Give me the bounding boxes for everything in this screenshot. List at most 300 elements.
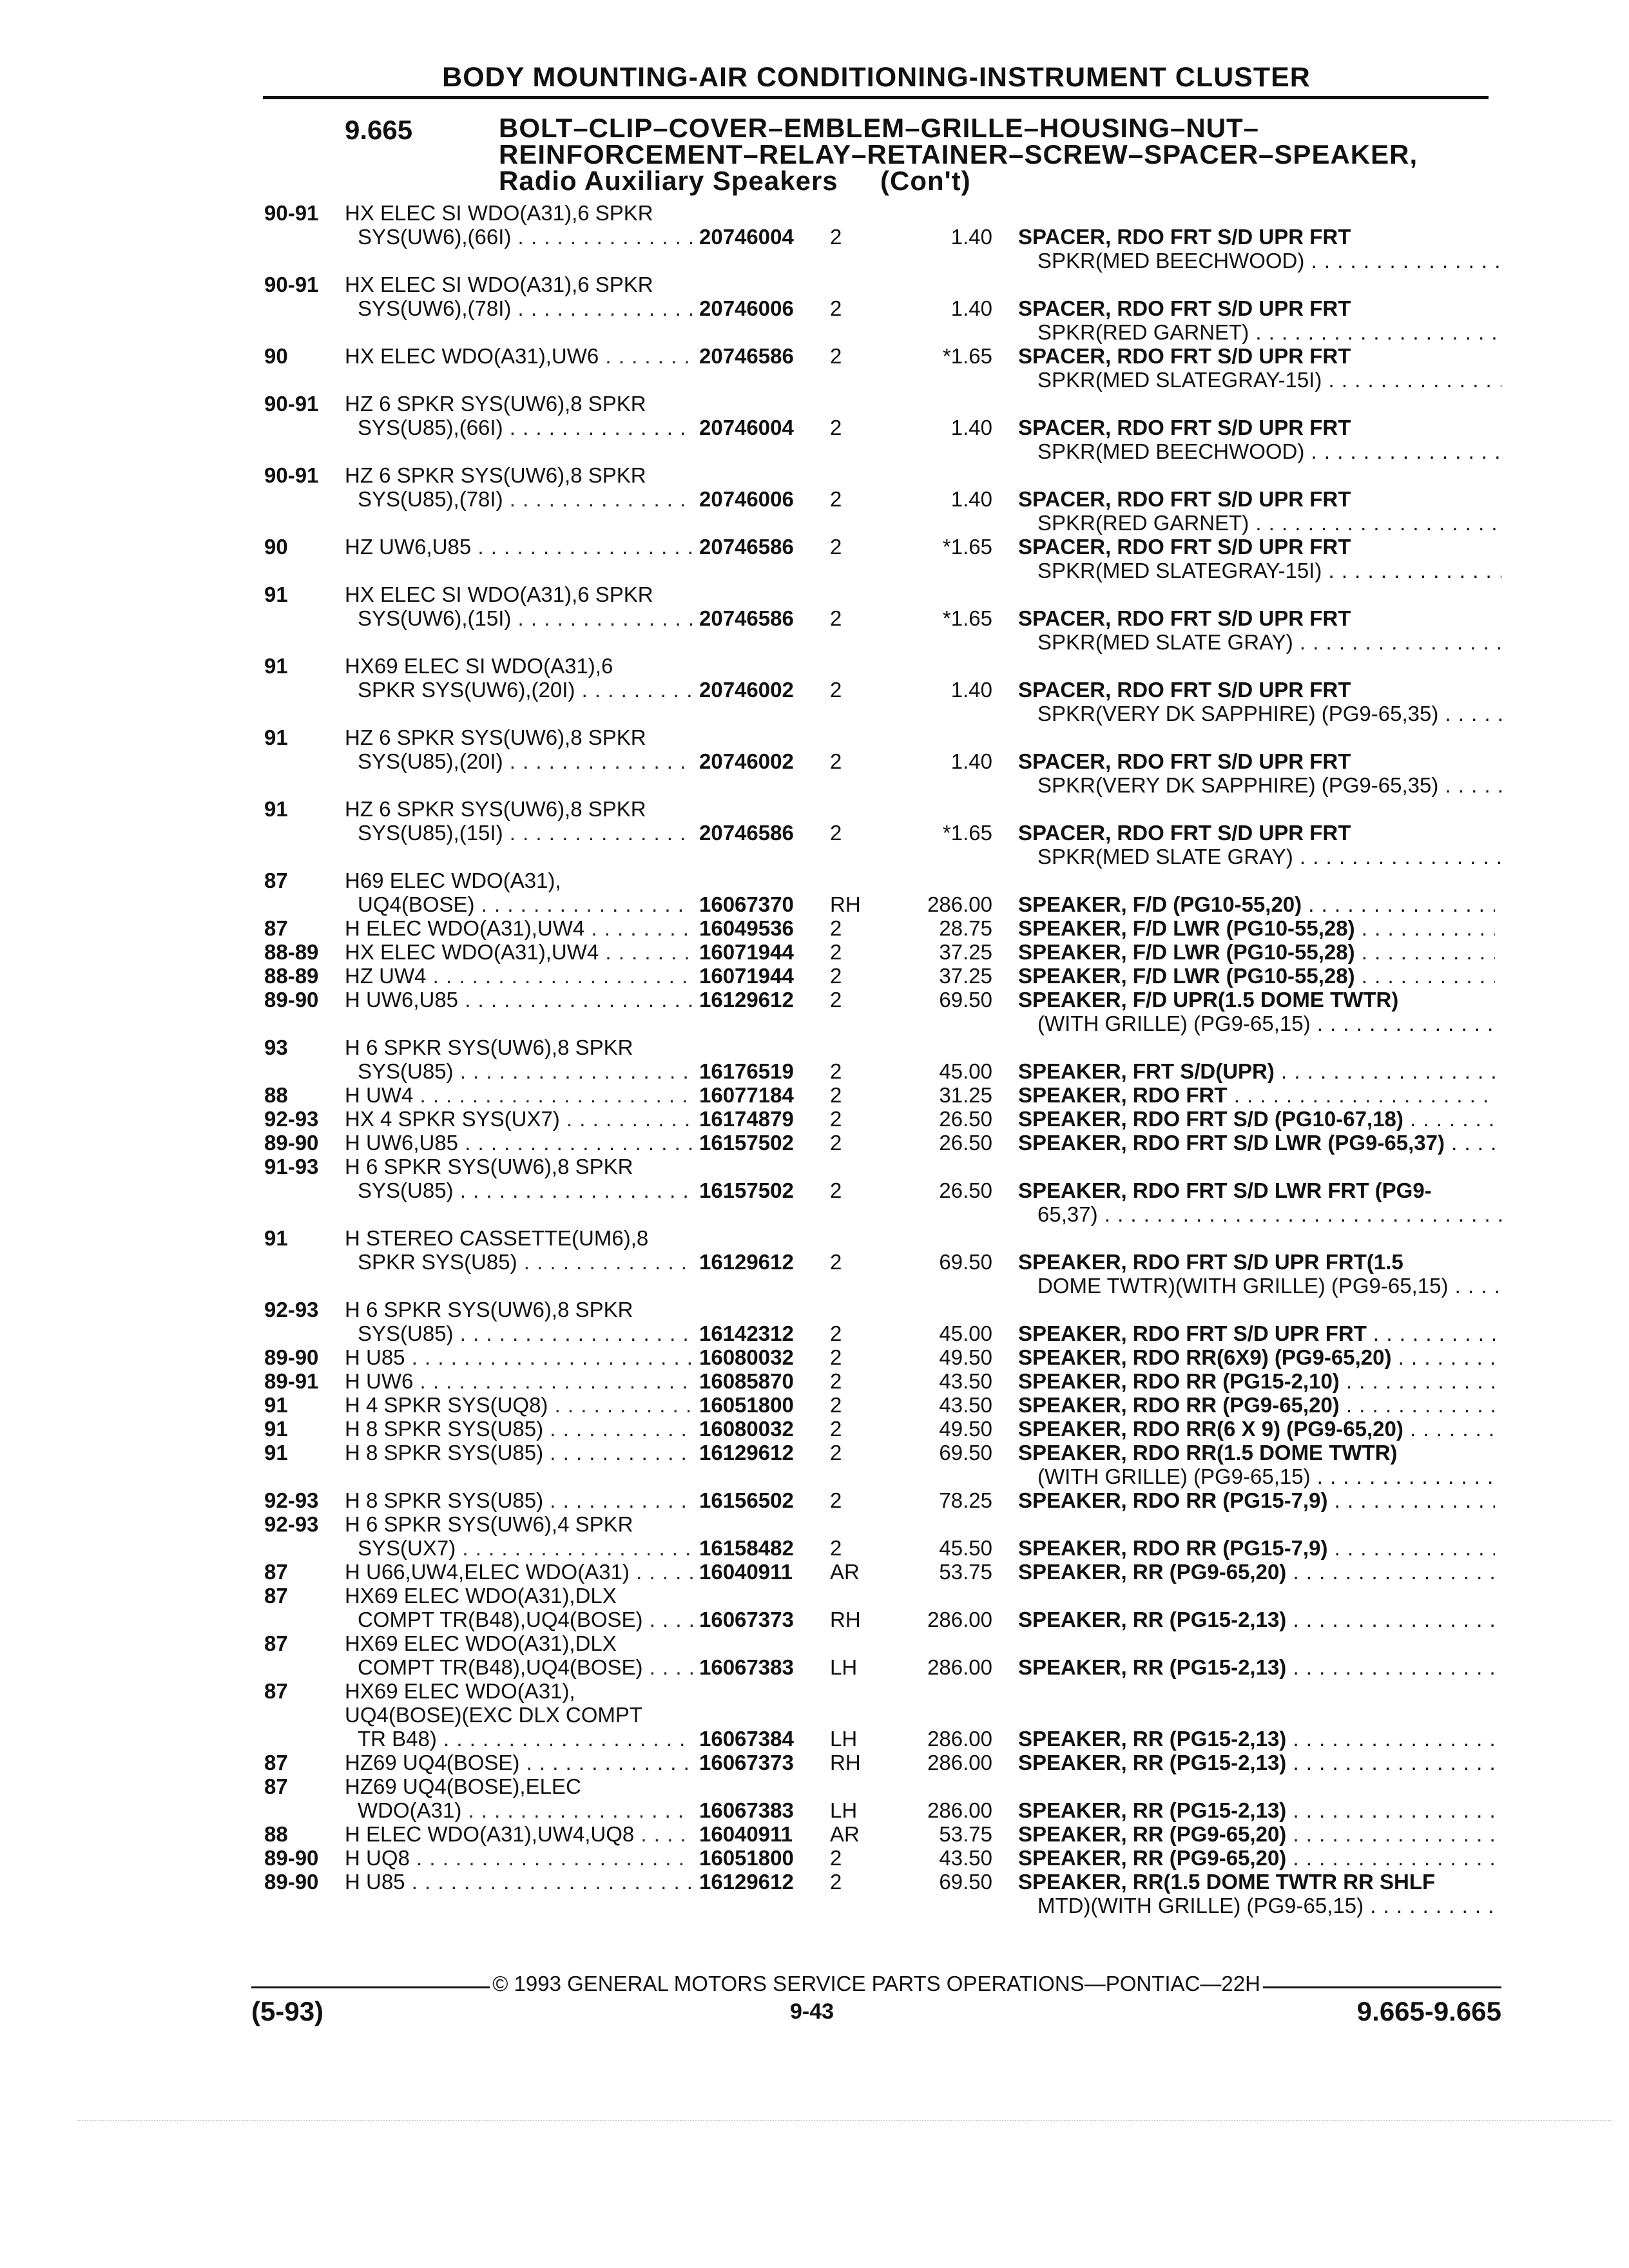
entry-description: HZ69 UQ4(BOSE),ELEC bbox=[345, 1774, 581, 1798]
entry-part-name bbox=[1018, 1655, 1495, 1679]
entry-quantity: 2 bbox=[830, 225, 842, 249]
entry-part-name bbox=[1018, 1059, 1495, 1083]
entry-part-name bbox=[1018, 1321, 1495, 1345]
entry-part-name-line-2: SPKR(MED SLATEGRAY-15I) . . . bbox=[1018, 559, 1501, 582]
entry-part-number: 20746586 bbox=[699, 344, 794, 368]
entry-description: HX ELEC WDO(A31),UW4 . . . bbox=[345, 940, 693, 964]
entry-years: 92-93 bbox=[264, 1298, 319, 1321]
entry-part-number: 16051800 bbox=[699, 1393, 794, 1417]
entry-part-name bbox=[1018, 1083, 1495, 1107]
section-title bbox=[499, 115, 1504, 194]
entry-part-name-line-1: SPEAKER, RR (PG9-65,20) . . . bbox=[1018, 1560, 1495, 1584]
entry-part-name-line-1: SPEAKER, RDO FRT S/D (PG10-67,18) . . . bbox=[1018, 1107, 1495, 1131]
entry-part-name-line-2: SPKR(RED GARNET) . . . bbox=[1018, 511, 1501, 535]
entry-part-number: 16157502 bbox=[699, 1178, 794, 1202]
section-title-line-2: REINFORCEMENT–RELAY–RETAINER–SCREW–SPACER–SPEAKER, bbox=[499, 139, 1418, 169]
entry-quantity: AR bbox=[830, 1822, 860, 1846]
entry-quantity: 2 bbox=[830, 416, 842, 439]
entry-price: 69.50 bbox=[939, 1870, 992, 1894]
entry-description-cont: SPKR SYS(U85) . . . bbox=[358, 1250, 693, 1274]
entry-description-cont: TR B48) . . . bbox=[358, 1727, 693, 1751]
entry-quantity: 2 bbox=[830, 487, 842, 511]
entry-part-name bbox=[1018, 678, 1495, 726]
entry-part-name-line-1: SPACER, RDO FRT S/D UPR FRT bbox=[1018, 821, 1351, 845]
entry-part-number: 16077184 bbox=[699, 1083, 794, 1107]
entry-part-name-line-1: SPEAKER, RR (PG15-2,13) . . . bbox=[1018, 1727, 1495, 1751]
entry-quantity: 2 bbox=[830, 1178, 842, 1202]
entry-years: 90 bbox=[264, 344, 288, 368]
entry-price: 1.40 bbox=[950, 296, 992, 320]
entry-description-cont: SYS(UX7) . . . bbox=[358, 1536, 693, 1560]
entry-description: HX 4 SPKR SYS(UX7) . . . bbox=[345, 1107, 693, 1131]
entry-part-name-line-1: SPEAKER, RDO RR (PG9-65,20) . . . bbox=[1018, 1393, 1495, 1417]
entry-part-name-line-1: SPEAKER, RDO FRT S/D LWR FRT (PG9- bbox=[1018, 1178, 1432, 1202]
entry-part-name bbox=[1018, 1870, 1495, 1917]
entry-price: 78.25 bbox=[939, 1488, 992, 1512]
entry-price: 53.75 bbox=[939, 1560, 992, 1584]
entry-part-name-line-2: (WITH GRILLE) (PG9-65,15) . . . bbox=[1018, 1465, 1501, 1488]
entry-description: H 8 SPKR SYS(U85) . . . bbox=[345, 1417, 693, 1441]
entry-quantity: 2 bbox=[830, 1083, 842, 1107]
entry-years: 91 bbox=[264, 1441, 288, 1465]
entry-description-cont: SYS(U85),(78I) . . . bbox=[358, 487, 693, 511]
entry-part-name bbox=[1018, 1417, 1495, 1441]
entry-part-name-line-2: SPKR(MED SLATE GRAY) . . . bbox=[1018, 630, 1501, 654]
entry-description: HX69 ELEC WDO(A31), UQ4(BOSE)(EXC DLX COMPT bbox=[345, 1679, 643, 1727]
entry-part-number: 20746004 bbox=[699, 416, 794, 439]
entry-price: 37.25 bbox=[939, 964, 992, 988]
entry-part-name bbox=[1018, 892, 1495, 916]
entry-years: 89-91 bbox=[264, 1369, 319, 1393]
entry-description: H ELEC WDO(A31),UW4 . . . bbox=[345, 916, 693, 940]
entry-description-cont: SPKR SYS(UW6),(20I) . . . bbox=[358, 678, 693, 702]
entry-description: HZ 6 SPKR SYS(UW6),8 SPKR bbox=[345, 797, 646, 821]
entry-quantity: 2 bbox=[830, 1131, 842, 1155]
entry-part-name-line-2: SPKR(RED GARNET) . . . bbox=[1018, 320, 1501, 344]
entry-part-name-line-1: SPEAKER, RDO RR(6X9) (PG9-65,20) . . . bbox=[1018, 1345, 1495, 1369]
entry-quantity: 2 bbox=[830, 1846, 842, 1870]
entry-price: 45.50 bbox=[939, 1536, 992, 1560]
entry-part-number: 16071944 bbox=[699, 964, 794, 988]
entry-description: H UW4 . . . bbox=[345, 1083, 693, 1107]
entry-quantity: 2 bbox=[830, 1393, 842, 1417]
entry-description: H UW6 . . . bbox=[345, 1369, 693, 1393]
entry-years: 87 bbox=[264, 916, 288, 940]
entry-description: H UQ8 . . . bbox=[345, 1846, 693, 1870]
entry-description: HZ69 UQ4(BOSE) . . . bbox=[345, 1751, 693, 1774]
footer-section-range: 9.665-9.665 bbox=[1356, 1996, 1501, 2026]
entry-part-name-line-2: SPKR(MED BEECHWOOD) . . . bbox=[1018, 249, 1501, 273]
entry-price: 69.50 bbox=[939, 1250, 992, 1274]
entry-part-name-line-1: SPEAKER, F/D UPR(1.5 DOME TWTR) bbox=[1018, 988, 1399, 1012]
entry-price: 53.75 bbox=[939, 1822, 992, 1846]
entry-quantity: 2 bbox=[830, 1870, 842, 1894]
entry-description-cont: WDO(A31) . . . bbox=[358, 1798, 693, 1822]
entry-part-number: 16040911 bbox=[699, 1560, 793, 1584]
entry-price: *1.65 bbox=[942, 821, 992, 845]
entry-years: 88 bbox=[264, 1083, 288, 1107]
entry-description: HZ UW6,U85 . . . bbox=[345, 535, 693, 559]
entry-description: HZ 6 SPKR SYS(UW6),8 SPKR bbox=[345, 463, 646, 487]
entry-quantity: 2 bbox=[830, 1321, 842, 1345]
entry-description: H U85 . . . bbox=[345, 1345, 693, 1369]
entry-part-name-line-1: SPACER, RDO FRT S/D UPR FRT bbox=[1018, 678, 1351, 702]
entry-description-cont: SYS(U85) . . . bbox=[358, 1178, 693, 1202]
entry-part-name-line-1: SPEAKER, FRT S/D(UPR) . . . bbox=[1018, 1059, 1495, 1083]
entry-price: 286.00 bbox=[927, 1798, 992, 1822]
entry-part-name bbox=[1018, 916, 1495, 940]
entry-description: HZ 6 SPKR SYS(UW6),8 SPKR bbox=[345, 726, 646, 749]
entry-description-cont: COMPT TR(B48),UQ4(BOSE) . . . bbox=[358, 1655, 693, 1679]
entry-part-name-line-1: SPEAKER, RR(1.5 DOME TWTR RR SHLF bbox=[1018, 1870, 1436, 1894]
entry-quantity: LH bbox=[830, 1798, 858, 1822]
entry-part-name-line-2: 65,37) . . . bbox=[1018, 1202, 1501, 1226]
entry-description: HX69 ELEC SI WDO(A31),6 bbox=[345, 654, 613, 678]
entry-quantity: LH bbox=[830, 1655, 858, 1679]
entry-part-number: 16156502 bbox=[699, 1488, 794, 1512]
entry-part-number: 16080032 bbox=[699, 1417, 794, 1441]
entry-price: 49.50 bbox=[939, 1417, 992, 1441]
header-rule bbox=[263, 96, 1489, 99]
entry-price: 286.00 bbox=[927, 1608, 992, 1631]
entry-part-name-line-1: SPACER, RDO FRT S/D UPR FRT bbox=[1018, 416, 1351, 439]
entry-part-name-line-1: SPEAKER, RDO FRT . . . bbox=[1018, 1083, 1495, 1107]
entry-years: 89-90 bbox=[264, 1870, 319, 1894]
entry-part-number: 20746586 bbox=[699, 535, 794, 559]
entry-part-name-line-1: SPACER, RDO FRT S/D UPR FRT bbox=[1018, 487, 1351, 511]
entry-price: 31.25 bbox=[939, 1083, 992, 1107]
entry-price: 43.50 bbox=[939, 1393, 992, 1417]
entry-part-name bbox=[1018, 344, 1495, 392]
entry-description: HX ELEC SI WDO(A31),6 SPKR bbox=[345, 201, 653, 225]
entry-part-number: 20746002 bbox=[699, 749, 794, 773]
entry-years: 91 bbox=[264, 726, 288, 749]
entry-description: H 6 SPKR SYS(UW6),8 SPKR bbox=[345, 1035, 633, 1059]
entry-description-cont: SYS(U85),(20I) . . . bbox=[358, 749, 693, 773]
entry-quantity: 2 bbox=[830, 940, 842, 964]
entry-years: 88-89 bbox=[264, 964, 319, 988]
entry-part-number: 16085870 bbox=[699, 1369, 794, 1393]
entry-price: 286.00 bbox=[927, 892, 992, 916]
entry-price: 286.00 bbox=[927, 1727, 992, 1751]
entry-quantity: 2 bbox=[830, 1250, 842, 1274]
entry-description: H U66,UW4,ELEC WDO(A31) . . . bbox=[345, 1560, 693, 1584]
entry-years: 91 bbox=[264, 1393, 288, 1417]
entry-part-number: 16067383 bbox=[699, 1798, 794, 1822]
entry-part-name-line-1: SPEAKER, RR (PG15-2,13) . . . bbox=[1018, 1608, 1495, 1631]
entry-description: HX ELEC WDO(A31),UW6 . . . bbox=[345, 344, 693, 368]
entry-description: H 6 SPKR SYS(UW6),4 SPKR bbox=[345, 1512, 633, 1536]
entry-quantity: 2 bbox=[830, 1345, 842, 1369]
entry-part-number: 16051800 bbox=[699, 1846, 794, 1870]
entry-part-number: 20746586 bbox=[699, 606, 794, 630]
entry-years: 92-93 bbox=[264, 1107, 319, 1131]
entry-quantity: AR bbox=[830, 1560, 860, 1584]
entry-part-name-line-1: SPACER, RDO FRT S/D UPR FRT bbox=[1018, 344, 1351, 368]
entry-price: *1.65 bbox=[942, 344, 992, 368]
entry-years: 90-91 bbox=[264, 463, 319, 487]
entry-years: 89-90 bbox=[264, 1846, 319, 1870]
entry-part-name-line-2: SPKR(VERY DK SAPPHIRE) (PG9-65,35) . . . bbox=[1018, 702, 1501, 726]
entry-description: H 6 SPKR SYS(UW6),8 SPKR bbox=[345, 1298, 633, 1321]
entry-years: 87 bbox=[264, 1584, 288, 1608]
entry-part-name-line-1: SPEAKER, F/D LWR (PG10-55,28) . . . bbox=[1018, 964, 1495, 988]
entry-price: 1.40 bbox=[950, 416, 992, 439]
entry-part-number: 16080032 bbox=[699, 1345, 794, 1369]
entry-description: H ELEC WDO(A31),UW4,UQ8 . . . bbox=[345, 1822, 693, 1846]
entry-years: 89-90 bbox=[264, 1131, 319, 1155]
scan-artifact-line bbox=[77, 2120, 1611, 2122]
entry-price: 26.50 bbox=[939, 1178, 992, 1202]
entry-description: HZ 6 SPKR SYS(UW6),8 SPKR bbox=[345, 392, 646, 416]
entry-price: 69.50 bbox=[939, 988, 992, 1012]
entry-years: 90-91 bbox=[264, 201, 319, 225]
entry-quantity: 2 bbox=[830, 1107, 842, 1131]
entry-part-name bbox=[1018, 940, 1495, 964]
entry-part-name bbox=[1018, 988, 1495, 1035]
entry-part-name bbox=[1018, 487, 1495, 535]
entry-quantity: RH bbox=[830, 892, 861, 916]
entry-years: 89-90 bbox=[264, 988, 319, 1012]
entry-price: 43.50 bbox=[939, 1369, 992, 1393]
entry-years: 92-93 bbox=[264, 1512, 319, 1536]
entry-part-name bbox=[1018, 1178, 1495, 1226]
entry-part-name bbox=[1018, 1822, 1495, 1846]
entry-part-number: 16067370 bbox=[699, 892, 794, 916]
entry-part-name bbox=[1018, 606, 1495, 654]
entry-price: *1.65 bbox=[942, 606, 992, 630]
entry-years: 91 bbox=[264, 1226, 288, 1250]
entry-description: HX ELEC SI WDO(A31),6 SPKR bbox=[345, 273, 653, 296]
entry-part-name-line-2: SPKR(MED SLATE GRAY) . . . bbox=[1018, 845, 1501, 869]
entry-part-name bbox=[1018, 1369, 1495, 1393]
entry-part-name-line-1: SPEAKER, RDO RR (PG15-2,10) . . . bbox=[1018, 1369, 1495, 1393]
entry-years: 91-93 bbox=[264, 1155, 319, 1178]
entry-quantity: LH bbox=[830, 1727, 858, 1751]
entry-years: 87 bbox=[264, 1751, 288, 1774]
entry-part-name-line-1: SPEAKER, RDO RR (PG15-7,9) . . . bbox=[1018, 1536, 1495, 1560]
entry-part-name bbox=[1018, 1441, 1495, 1488]
entry-part-name-line-1: SPEAKER, RR (PG9-65,20) . . . bbox=[1018, 1846, 1495, 1870]
entry-years: 87 bbox=[264, 869, 288, 892]
entry-description: H 4 SPKR SYS(UQ8) . . . bbox=[345, 1393, 693, 1417]
entry-part-name bbox=[1018, 1488, 1495, 1512]
entry-quantity: 2 bbox=[830, 988, 842, 1012]
entry-part-name-line-1: SPEAKER, F/D (PG10-55,20) . . . bbox=[1018, 892, 1495, 916]
entry-part-name bbox=[1018, 1107, 1495, 1131]
entry-quantity: 2 bbox=[830, 1488, 842, 1512]
entry-years: 90 bbox=[264, 535, 288, 559]
entry-part-name-line-1: SPEAKER, RDO RR (PG15-7,9) . . . bbox=[1018, 1488, 1495, 1512]
entry-quantity: 2 bbox=[830, 344, 842, 368]
footer-page-number: 9-43 bbox=[789, 1999, 834, 2024]
entry-part-name-line-1: SPACER, RDO FRT S/D UPR FRT bbox=[1018, 606, 1351, 630]
entry-part-name-line-1: SPACER, RDO FRT S/D UPR FRT bbox=[1018, 749, 1351, 773]
entry-description-cont: SYS(UW6),(66I) . . . bbox=[358, 225, 693, 249]
entry-price: 45.00 bbox=[939, 1059, 992, 1083]
entry-part-number: 16176519 bbox=[699, 1059, 794, 1083]
entry-part-name-line-1: SPEAKER, RDO RR(6 X 9) (PG9-65,20) . . . bbox=[1018, 1417, 1495, 1441]
entry-quantity: 2 bbox=[830, 1059, 842, 1083]
entry-part-name bbox=[1018, 416, 1495, 463]
entry-description-cont: COMPT TR(B48),UQ4(BOSE) . . . bbox=[358, 1608, 693, 1631]
entry-price: 69.50 bbox=[939, 1441, 992, 1465]
entry-price: 26.50 bbox=[939, 1107, 992, 1131]
entry-years: 87 bbox=[264, 1679, 288, 1703]
entry-part-name bbox=[1018, 749, 1495, 797]
section-title-line-3 bbox=[499, 168, 1504, 194]
footer-rule-left bbox=[251, 1986, 490, 1988]
entry-part-number: 16129612 bbox=[699, 1870, 794, 1894]
entry-description: HZ UW4 . . . bbox=[345, 964, 693, 988]
entry-part-name-line-1: SPACER, RDO FRT S/D UPR FRT bbox=[1018, 296, 1351, 320]
entry-part-name bbox=[1018, 1727, 1495, 1751]
entry-quantity: 2 bbox=[830, 1417, 842, 1441]
entry-price: 37.25 bbox=[939, 940, 992, 964]
page-header-title: BODY MOUNTING-AIR CONDITIONING-INSTRUMENT CLUSTER bbox=[442, 62, 1311, 93]
entry-part-name bbox=[1018, 1393, 1495, 1417]
entry-quantity: 2 bbox=[830, 821, 842, 845]
entry-part-name bbox=[1018, 1798, 1495, 1822]
entry-part-name-line-2: SPKR(MED SLATEGRAY-15I) . . . bbox=[1018, 368, 1501, 392]
entry-part-name bbox=[1018, 1345, 1495, 1369]
entry-part-name bbox=[1018, 1560, 1495, 1584]
entry-quantity: 2 bbox=[830, 678, 842, 702]
entry-part-number: 16067384 bbox=[699, 1727, 794, 1751]
entry-price: 49.50 bbox=[939, 1345, 992, 1369]
entry-description-cont: SYS(UW6),(78I) . . . bbox=[358, 296, 693, 320]
entry-description: HX69 ELEC WDO(A31),DLX bbox=[345, 1584, 617, 1608]
entry-price: 286.00 bbox=[927, 1751, 992, 1774]
entry-description: H 8 SPKR SYS(U85) . . . bbox=[345, 1441, 693, 1465]
section-continued: (Con't) bbox=[880, 166, 971, 196]
entry-description-cont: SYS(U85),(15I) . . . bbox=[358, 821, 693, 845]
entry-part-number: 16157502 bbox=[699, 1131, 794, 1155]
entry-years: 91 bbox=[264, 797, 288, 821]
entry-part-number: 16129612 bbox=[699, 988, 794, 1012]
entry-years: 93 bbox=[264, 1035, 288, 1059]
entry-part-name-line-2: DOME TWTR)(WITH GRILLE) (PG9-65,15) . . . bbox=[1018, 1274, 1501, 1298]
entry-quantity: 2 bbox=[830, 606, 842, 630]
entry-price: 1.40 bbox=[950, 225, 992, 249]
entry-part-number: 16067373 bbox=[699, 1751, 794, 1774]
entry-quantity: RH bbox=[830, 1751, 861, 1774]
entry-part-name bbox=[1018, 296, 1495, 344]
entry-years: 91 bbox=[264, 654, 288, 678]
section-number: 9.665 bbox=[345, 115, 413, 145]
entry-quantity: 2 bbox=[830, 535, 842, 559]
entry-part-number: 20746006 bbox=[699, 487, 794, 511]
section-title-line-1: BOLT–CLIP–COVER–EMBLEM–GRILLE–HOUSING–NUT– bbox=[499, 113, 1260, 143]
entry-part-name bbox=[1018, 535, 1495, 582]
entry-part-name-line-2: SPKR(MED BEECHWOOD) . . . bbox=[1018, 439, 1501, 463]
entry-description: HX69 ELEC WDO(A31),DLX bbox=[345, 1631, 617, 1655]
entry-price: 1.40 bbox=[950, 678, 992, 702]
entry-part-name-line-1: SPEAKER, RR (PG15-2,13) . . . bbox=[1018, 1655, 1495, 1679]
entry-part-number: 20746006 bbox=[699, 296, 794, 320]
footer-rule-right bbox=[1263, 1986, 1501, 1988]
entry-part-name bbox=[1018, 1608, 1495, 1631]
footer-copyright: © 1993 GENERAL MOTORS SERVICE PARTS OPERATIONS—PONTIAC—22H bbox=[492, 1972, 1260, 1995]
entry-years: 88-89 bbox=[264, 940, 319, 964]
entry-part-name bbox=[1018, 225, 1495, 273]
entry-part-number: 16142312 bbox=[699, 1321, 794, 1345]
entry-quantity: 2 bbox=[830, 1441, 842, 1465]
entry-price: 1.40 bbox=[950, 487, 992, 511]
entry-years: 89-90 bbox=[264, 1345, 319, 1369]
entry-years: 91 bbox=[264, 582, 288, 606]
entry-part-name-line-2: (WITH GRILLE) (PG9-65,15) . . . bbox=[1018, 1012, 1501, 1035]
entry-description: H UW6,U85 . . . bbox=[345, 988, 693, 1012]
entry-part-name bbox=[1018, 1131, 1495, 1155]
entry-part-number: 16174879 bbox=[699, 1107, 794, 1131]
entry-years: 90-91 bbox=[264, 273, 319, 296]
entry-description: H69 ELEC WDO(A31), bbox=[345, 869, 561, 892]
entry-part-name-line-1: SPEAKER, RR (PG15-2,13) . . . bbox=[1018, 1798, 1495, 1822]
entry-description: H 6 SPKR SYS(UW6),8 SPKR bbox=[345, 1155, 633, 1178]
entry-part-name-line-1: SPEAKER, F/D LWR (PG10-55,28) . . . bbox=[1018, 940, 1495, 964]
entry-part-name-line-1: SPEAKER, RR (PG15-2,13) . . . bbox=[1018, 1751, 1495, 1774]
entry-description-cont: SYS(U85) . . . bbox=[358, 1321, 693, 1345]
entry-price: 286.00 bbox=[927, 1655, 992, 1679]
entry-part-name-line-2: MTD)(WITH GRILLE) (PG9-65,15) . . . bbox=[1018, 1894, 1501, 1917]
entry-years: 88 bbox=[264, 1822, 288, 1846]
entry-part-name-line-1: SPACER, RDO FRT S/D UPR FRT bbox=[1018, 535, 1351, 559]
entry-years: 90-91 bbox=[264, 392, 319, 416]
footer-date: (5-93) bbox=[251, 1996, 324, 2026]
entry-part-number: 20746004 bbox=[699, 225, 794, 249]
entry-quantity: 2 bbox=[830, 916, 842, 940]
entry-part-name bbox=[1018, 964, 1495, 988]
entry-part-number: 16049536 bbox=[699, 916, 794, 940]
entry-price: *1.65 bbox=[942, 535, 992, 559]
entry-part-name-line-1: SPEAKER, F/D LWR (PG10-55,28) . . . bbox=[1018, 916, 1495, 940]
entry-years: 91 bbox=[264, 1417, 288, 1441]
entry-part-number: 20746586 bbox=[699, 821, 794, 845]
entry-quantity: 2 bbox=[830, 1369, 842, 1393]
entry-years: 87 bbox=[264, 1774, 288, 1798]
entry-description: HX ELEC SI WDO(A31),6 SPKR bbox=[345, 582, 653, 606]
entry-description: H 8 SPKR SYS(U85) . . . bbox=[345, 1488, 693, 1512]
entry-quantity: 2 bbox=[830, 964, 842, 988]
entry-description-cont: SYS(UW6),(15I) . . . bbox=[358, 606, 693, 630]
entry-description-cont: UQ4(BOSE) . . . bbox=[358, 892, 693, 916]
entry-part-name-line-1: SPEAKER, RR (PG9-65,20) . . . bbox=[1018, 1822, 1495, 1846]
entry-part-name-line-2: SPKR(VERY DK SAPPHIRE) (PG9-65,35) . . . bbox=[1018, 773, 1501, 797]
entry-price: 43.50 bbox=[939, 1846, 992, 1870]
entry-part-number: 16067383 bbox=[699, 1655, 794, 1679]
entry-years: 87 bbox=[264, 1560, 288, 1584]
entry-description: H STEREO CASSETTE(UM6),8 bbox=[345, 1226, 649, 1250]
section-subtitle: Radio Auxiliary Speakers bbox=[499, 166, 838, 196]
entry-quantity: 2 bbox=[830, 1536, 842, 1560]
entry-part-number: 20746002 bbox=[699, 678, 794, 702]
entry-price: 45.00 bbox=[939, 1321, 992, 1345]
entry-part-name-line-1: SPEAKER, RDO FRT S/D UPR FRT . . . bbox=[1018, 1321, 1495, 1345]
entry-years: 92-93 bbox=[264, 1488, 319, 1512]
entry-part-number: 16129612 bbox=[699, 1441, 794, 1465]
entry-quantity: RH bbox=[830, 1608, 861, 1631]
entry-part-number: 16067373 bbox=[699, 1608, 794, 1631]
entry-description-cont: SYS(U85) . . . bbox=[358, 1059, 693, 1083]
entry-part-number: 16040911 bbox=[699, 1822, 793, 1846]
entry-part-number: 16158482 bbox=[699, 1536, 794, 1560]
entry-quantity: 2 bbox=[830, 749, 842, 773]
entry-description: H U85 . . . bbox=[345, 1870, 693, 1894]
entry-price: 26.50 bbox=[939, 1131, 992, 1155]
entry-part-name bbox=[1018, 1751, 1495, 1774]
entry-quantity: 2 bbox=[830, 296, 842, 320]
